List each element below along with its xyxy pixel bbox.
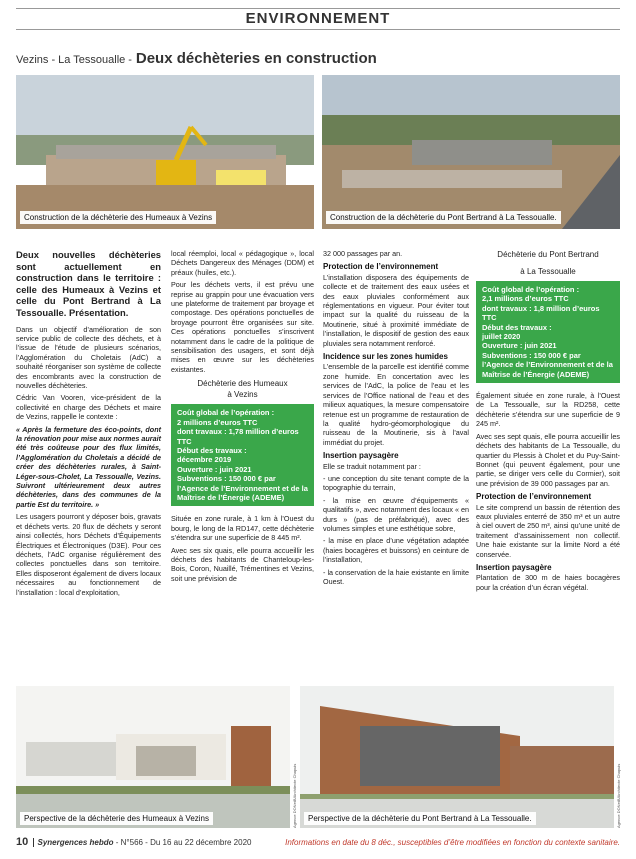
col3-list-4: - la conservation de la haie existante en limite Ouest.: [323, 567, 469, 586]
col3-list-1: - une conception du site tenant compte de la topographie du terrain,: [323, 473, 469, 493]
vezins-start-value: décembre 2019: [177, 455, 232, 465]
photo-construction-tessoualle: [322, 75, 620, 229]
col3-paragraph-4: Elle se traduit notamment par :: [323, 461, 421, 471]
photo-construction-vezins: [16, 75, 314, 229]
col4-paragraph-3: Le site comprend un bassin de rétention des eaux pluviales enterré de 350 m³ et un autre à ciel ouvert de 250 m³, ainsi qu’une unité de traitement d’assainissement non collectif. Une haie existante sur la limite Nord a été conservée.: [476, 502, 620, 559]
col1-paragraph-1: Dans un objectif d’amélioration de son service public de collecte des déchets, et à l’issue de l’étude de plusieurs scénarios, l’Agglomération du Choletais (AdC) a souhaité réorganiser son système de collecte des encombrants avec la construction de nouvelles déchèteries.: [16, 324, 161, 390]
col1-quote: « Après la fermeture des éco-points, dont la rénovation pour mise aux normes aurait été très coûteuse pour des flux limités, l’Agglomération du Choletais a décidé de créer des déchèteries rurales, à Saint-Léger-sous-Cholet, La Tessoualle, Vezins. Suivront ultérieurement deux autres déchèteries, dans des communes de la partie Est du territoire. »: [16, 424, 161, 509]
lead-paragraph: Deux nouvelles déchèteries sont actuellement en construction dans le territoire : celle des Humeaux à Vezins et celle du Pont Bertrand à La Tessoualle. Présentation.: [16, 249, 161, 318]
photo-credit-left: Agence DONetB/Architecte Chapuis: [292, 763, 297, 828]
col2-paragraph-4: Avec ses six quais, elle pourra accueillir les déchets des habitants de Chanteloup-les-Bois, Coron, Nuaillé, Trémentines et Vezins, soit une prévision de: [171, 545, 314, 583]
col4-heading-insertion: Insertion paysagère: [476, 562, 552, 572]
col2-paragraph-1: local réemploi, local « pédagogique », local Déchets Dangereux des Ménages (DDM) et préaux (huiles, etc.).: [171, 249, 314, 277]
tessoualle-info-box: [476, 281, 620, 383]
vezins-cost-value: 2 millions d’euros TTC: [177, 417, 258, 427]
vezins-cost-label: Coût global de l’opération :: [177, 408, 275, 418]
tessoualle-cost-value: 2,1 millions d’euros TTC: [482, 294, 569, 304]
col3-list-3: - la mise en place d’une végétation adaptée (haies bocagères et buissons) en ceinture de l’installation,: [323, 536, 469, 565]
section-title: ENVIRONNEMENT: [245, 10, 391, 27]
vezins-opening: Ouverture : juin 2021: [177, 464, 252, 474]
col2-paragraph-3: Située en zone rurale, à 1 km à l’Ouest du bourg, le long de la RD147, cette déchèterie s’étendra sur une superficie de 8 445 m².: [171, 514, 314, 543]
col4-heading-protection: Protection de l’environnement: [476, 492, 592, 502]
perspective-vezins: [16, 686, 290, 828]
vezins-box-title-line1: Déchèterie des Humeaux: [197, 379, 288, 389]
perspective-vezins-illustration: [16, 686, 290, 828]
vezins-subsidies: Subventions : 150 000 € par l’Agence de l’Environnement et de la Maîtrise de l’Énergie (ADEME): [177, 474, 308, 502]
footer-separator: [33, 838, 34, 847]
tessoualle-start-value: juillet 2020: [482, 332, 521, 342]
col3-paragraph-3: L’ensemble de la parcelle est identifié comme zone humide. En concertation avec les services de l’AdC, la police de l’eau et les services de l’Office national de l’eau et des milieux aquatiques, la mesure compensatoire retenue est un programme de restauration de la qualité hydro-géomorphologique du ruisseau de la Moutinerie, sis à l’aval immédiat du projet.: [323, 362, 469, 447]
headline-place: Vezins - La Tessoualle -: [16, 54, 132, 66]
construction-vezins-illustration: [16, 75, 314, 229]
perspective-tessoualle-illustration: [300, 686, 614, 828]
vezins-box-title-line2: à Vezins: [227, 390, 258, 400]
col3-paragraph-1: 32 000 passages par an.: [323, 249, 403, 258]
column-4: [476, 249, 620, 595]
page-footer: [16, 836, 620, 850]
tessoualle-box-title-line2: à La Tessoualle: [520, 267, 576, 276]
column-1: [16, 249, 161, 600]
col4-paragraph-1: Également située en zone rurale, à l’Ouest de La Tessoualle, sur la RD258, cette déchèterie s’étendra sur une superficie de 9 245 m².: [476, 391, 620, 429]
article-headline: [16, 50, 377, 67]
footer-notice: Informations en date du 8 déc., susceptibles d’être modifiées en fonction du contexte sanitaire.: [285, 838, 620, 847]
vezins-start-label: Début des travaux :: [177, 445, 247, 455]
page-number: 10: [16, 836, 29, 848]
col2-paragraph-2: Pour les déchets verts, il est prévu une reprise au grappin pour une évacuation vers une plateforme de traitement par broyage et compostage. Des opérations ponctuelles de broyage pourront être organisées sur site. Ces opérations ponctuelles s’inscrivent notamment dans le cadre de la politique de sensibilisation des usagers, et sont déjà mises en œuvre sur les déchèteries existantes.: [171, 280, 314, 374]
col3-list-2: - la mise en œuvre d’équipements « qualitatifs », avec notamment des locaux « en durs » (pas de préfabriqué), avec des volumes simples et une esthétique sobre,: [323, 495, 469, 533]
tessoualle-start-label: Début des travaux :: [482, 322, 552, 332]
tessoualle-box-title: [476, 249, 620, 277]
section-banner: [16, 8, 620, 30]
construction-tessoualle-illustration: [322, 75, 620, 229]
caption-bottom-right: Perspective de la déchèterie du Pont Bertrand à La Tessoualle.: [304, 812, 536, 825]
headline-title: Deux déchèteries en construction: [135, 50, 377, 67]
col3-paragraph-2: L’installation disposera des équipements de collecte et de traitement des eaux usées et des eaux pluviales conformément aux réglementations en vigueur. Pour éviter tout impact sur la qualité du ruisseau de la Moutinerie, situé à proximité immédiate de l’installation, le dispositif de gestion des eaux pluviales sera notamment renforcé.: [323, 272, 469, 348]
vezins-works-cost: dont travaux : 1,78 million d’euros TTC: [177, 427, 299, 446]
caption-top-left: Construction de la déchèterie des Humeaux à Vezins: [20, 211, 216, 224]
col4-paragraph-4: Plantation de 300 m de haies bocagères pour la création d’un écran végétal.: [476, 573, 620, 592]
caption-top-right: Construction de la déchèterie du Pont Bertrand à La Tessoualle.: [326, 211, 561, 224]
vezins-box-title: [171, 378, 314, 400]
column-2: [171, 249, 314, 586]
caption-bottom-left: Perspective de la déchèterie des Humeaux à Vezins: [20, 812, 213, 825]
col4-paragraph-2: Avec ses sept quais, elle pourra accueillir les déchets des habitants de La Tessoualle, du quartier du Plessis à Cholet et du Puy-Saint-Bonnet (qui peuvent également, pour une partie, se diriger vers celle du Cormier), soit une prévision de 39 000 passages par an.: [476, 431, 620, 488]
tessoualle-cost-label: Coût global de l’opération :: [482, 285, 580, 294]
perspective-tessoualle: [300, 686, 614, 828]
tessoualle-opening: Ouverture : juin 2021: [482, 341, 557, 351]
tessoualle-box-title-line1: Déchèterie du Pont Bertrand: [497, 250, 599, 259]
footer-issue: - N°566 - Du 16 au 22 décembre 2020: [115, 838, 252, 847]
col3-heading-protection: Protection de l’environnement: [323, 262, 439, 272]
col3-heading-zones: Incidence sur les zones humides: [323, 352, 448, 362]
tessoualle-subsidies: Subventions : 150 000 € par l’Agence de l’Environnement et de la Maîtrise de l’Énergie (ADEME): [482, 350, 613, 379]
tessoualle-works-cost: dont travaux : 1,8 million d’euros TTC: [482, 303, 600, 323]
vezins-info-box: [171, 404, 314, 506]
column-3: [323, 249, 469, 589]
col1-paragraph-2: Cédric Van Vooren, vice-président de la collectivité en charge des Déchets et maire de Vezins, rappelle le contexte :: [16, 393, 161, 422]
footer-brand: Synergences hebdo: [37, 838, 114, 847]
photo-credit-right: Agence DONetB/Architecte Chapuis: [616, 763, 621, 828]
col3-heading-insertion: Insertion paysagère: [323, 451, 399, 461]
col1-paragraph-3: Les usagers pourront y déposer bois, gravats et déchets verts. 20 flux de déchets y seront ainsi collectés, hors Déchets d’Équipements Électriques et Électroniques (D3E). Pour ces déchets, l’AdC organise régulièrement des collectes ponctuelles dans son territoire. Elles disposeront également de divers locaux nécessaires au fonctionnement de l’installation : local d’exploitation,: [16, 512, 161, 597]
